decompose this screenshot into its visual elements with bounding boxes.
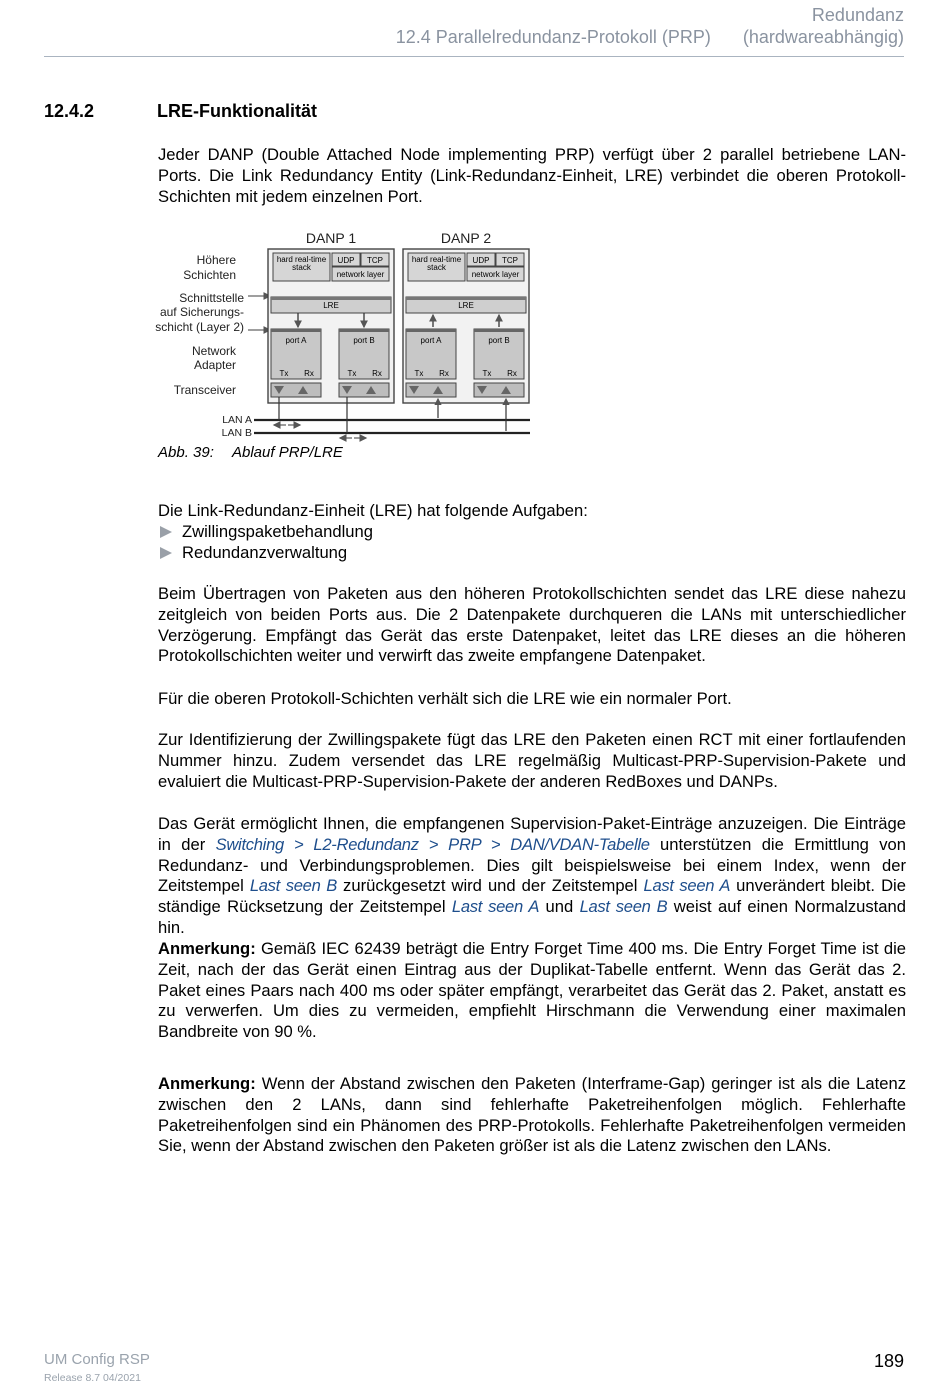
svg-text:port A: port A xyxy=(285,336,307,345)
svg-text:Rx: Rx xyxy=(507,369,517,378)
list-item: Zwillingspaketbehandlung xyxy=(158,522,373,543)
section-title: LRE-Funktionalität xyxy=(157,101,317,121)
svg-text:Tx: Tx xyxy=(347,369,357,378)
svg-text:Tx: Tx xyxy=(279,369,289,378)
svg-text:TCP: TCP xyxy=(502,256,518,265)
svg-text:UDP: UDP xyxy=(337,256,355,265)
label-lan-b: LAN B xyxy=(221,427,252,439)
label-schnitt-3: schicht (Layer 2) xyxy=(155,320,244,334)
svg-text:LRE: LRE xyxy=(458,301,474,310)
note-label: Anmerkung: xyxy=(158,939,256,958)
label-network-1: Network xyxy=(191,344,236,358)
prp-lre-diagram xyxy=(150,225,540,443)
page-number: 189 xyxy=(873,1351,904,1371)
tasks-list xyxy=(158,522,373,564)
section-number: 12.4.2 xyxy=(44,101,95,121)
note-label: Anmerkung: xyxy=(158,1074,256,1093)
label-hoehere-2: Schichten xyxy=(183,268,236,282)
triangle-bullet-icon xyxy=(160,526,172,538)
field-last-seen-b: Last seen B xyxy=(579,897,668,917)
svg-text:port B: port B xyxy=(353,336,375,345)
svg-text:hard real-time: hard real-time xyxy=(276,255,327,264)
tasks-intro: Die Link-Redundanz-Einheit (LRE) hat folgende Aufgaben: xyxy=(158,501,588,520)
header-section-title: 12.4 Parallelredundanz-Protokoll (PRP) xyxy=(395,27,711,47)
label-schnitt-1: Schnittstelle xyxy=(179,291,244,305)
paragraph-transmission: Beim Übertragen von Paketen aus den höheren Protokollschichten sendet das LRE diese nahezu zeitgleich von beiden Ports aus. Die 2 Datenpakete durchqueren die LANs mit unterschiedlicher Verzögerung. Empfängt das Gerät das erste Datenpaket, leitet das LRE dieses an die höheren Protokollschichten weiter und verwirft das zweite empfangene Datenpaket. xyxy=(158,584,906,666)
svg-text:network layer: network layer xyxy=(336,270,385,279)
section-heading xyxy=(44,101,317,122)
header-section xyxy=(396,27,904,48)
intro-paragraph: Jeder DANP (Double Attached Node implementing PRP) verfügt über 2 parallel betriebene LAN-Ports. Die Link Redundancy Entity (Link-Redundanz-Einheit, LRE) verbindet die oberen Protokoll-Schichten mit jedem einzelnen Port. xyxy=(158,145,906,206)
note-interframe-gap: Anmerkung: Wenn der Abstand zwischen den Paketen (Interframe-Gap) geringer ist als die Latenz zwischen den 2 LANs, dann sind fehlerhafte Paketreihenfolgen möglich. Fehlerhafte Paketreihenfolgen sind ein Phänomen des PRP-Protokolls. Fehlerhafte Paketreihenfolgen vermeiden Sie, wenn der Abstand zwischen den Paketen größer ist als die Latenz zwischen den LANs. xyxy=(158,1074,906,1156)
danp-2-box xyxy=(403,230,529,431)
header-chapter: Redundanz xyxy=(811,5,904,25)
svg-text:LRE: LRE xyxy=(323,301,339,310)
label-transceiver: Transceiver xyxy=(173,383,236,397)
triangle-bullet-icon xyxy=(160,547,172,559)
svg-text:Tx: Tx xyxy=(482,369,492,378)
footer-document: UM Config RSP xyxy=(44,1351,150,1368)
paragraph-normal-port: Für die oberen Protokoll-Schichten verhält sich die LRE wie ein normaler Port. xyxy=(158,689,732,708)
figure-caption-number: Abb. 39: xyxy=(158,444,214,461)
paragraph-identification: Zur Identifizierung der Zwillingspakete fügt das LRE den Paketen einen RCT mit einer fortlaufenden Nummer hinzu. Zudem versendet das LRE regelmäßig Multicast-PRP-Supervision-Pakete und evaluiert die Multicast-PRP-Supervision-Pakete der anderen RedBoxes und DANPs. xyxy=(158,730,906,791)
field-last-seen-b: Last seen B xyxy=(249,876,338,896)
svg-text:Rx: Rx xyxy=(372,369,382,378)
svg-text:stack: stack xyxy=(292,263,311,272)
danp-2-title: DANP 2 xyxy=(440,230,492,246)
header-rule xyxy=(44,56,904,57)
danp-1-box xyxy=(268,230,394,433)
svg-text:hard real-time: hard real-time xyxy=(411,255,462,264)
list-item: Redundanzverwaltung xyxy=(158,543,373,564)
svg-text:stack: stack xyxy=(427,263,446,272)
figure-caption-text: Ablauf PRP/LRE xyxy=(232,444,343,461)
svg-text:UDP: UDP xyxy=(472,256,490,265)
svg-text:Rx: Rx xyxy=(439,369,449,378)
label-schnitt-2: auf Sicherungs- xyxy=(159,305,244,319)
field-last-seen-a: Last seen A xyxy=(451,897,540,917)
svg-text:port B: port B xyxy=(488,336,510,345)
svg-text:TCP: TCP xyxy=(367,256,383,265)
label-lan-a: LAN A xyxy=(222,414,252,426)
field-last-seen-a: Last seen A xyxy=(643,876,731,896)
menu-path: Switching > L2-Redundanz > PRP > DAN/VDAN-Tabelle xyxy=(215,834,650,854)
svg-text:network layer: network layer xyxy=(471,270,520,279)
footer-release: Release 8.7 04/2021 xyxy=(44,1372,141,1384)
danp-1-title: DANP 1 xyxy=(305,230,357,246)
header-section-note: (hardwareabhängig) xyxy=(742,27,904,47)
svg-text:port A: port A xyxy=(420,336,442,345)
label-network-2: Adapter xyxy=(193,358,236,372)
figure-caption xyxy=(158,444,343,461)
svg-text:Rx: Rx xyxy=(304,369,314,378)
label-hoehere-1: Höhere xyxy=(196,253,236,267)
svg-text:Tx: Tx xyxy=(414,369,424,378)
note-entry-forget-time: Anmerkung: Gemäß IEC 62439 beträgt die Entry Forget Time 400 ms. Die Entry Forget Time ist die Zeit, nach der das Gerät einen Eintrag aus der Duplikat-Tabelle entfernt. Wenn das Gerät das 2. Paket eines Paars nach 400 ms oder später empfängt, verarbeitet das Gerät das 2. Paket, anstatt es zu verwerfen. Um dies zu vermeiden, empfiehlt Hirschmann die Verwendung einer maximalen Bandbreite von 90 %. xyxy=(158,939,906,1042)
paragraph-supervision: Das Gerät ermöglicht Ihnen, die empfangenen Supervision-Paket-Einträge anzuzeigen. Die Einträge in der Switching > L2-Redundanz > PRP > DAN/VDAN-Tabelle unterstützen die Ermittlung von Redundanz- und Verbindungsproblemen. Dies gilt beispielsweise bei einem Index, wenn der Zeitstempel Last seen B zurückgesetzt wird und der Zeitstempel Last seen A unverändert bleibt. Die ständige Rücksetzung der Zeitstempel Last seen A und Last seen B weist auf einen Normalzustand hin. xyxy=(158,814,907,937)
